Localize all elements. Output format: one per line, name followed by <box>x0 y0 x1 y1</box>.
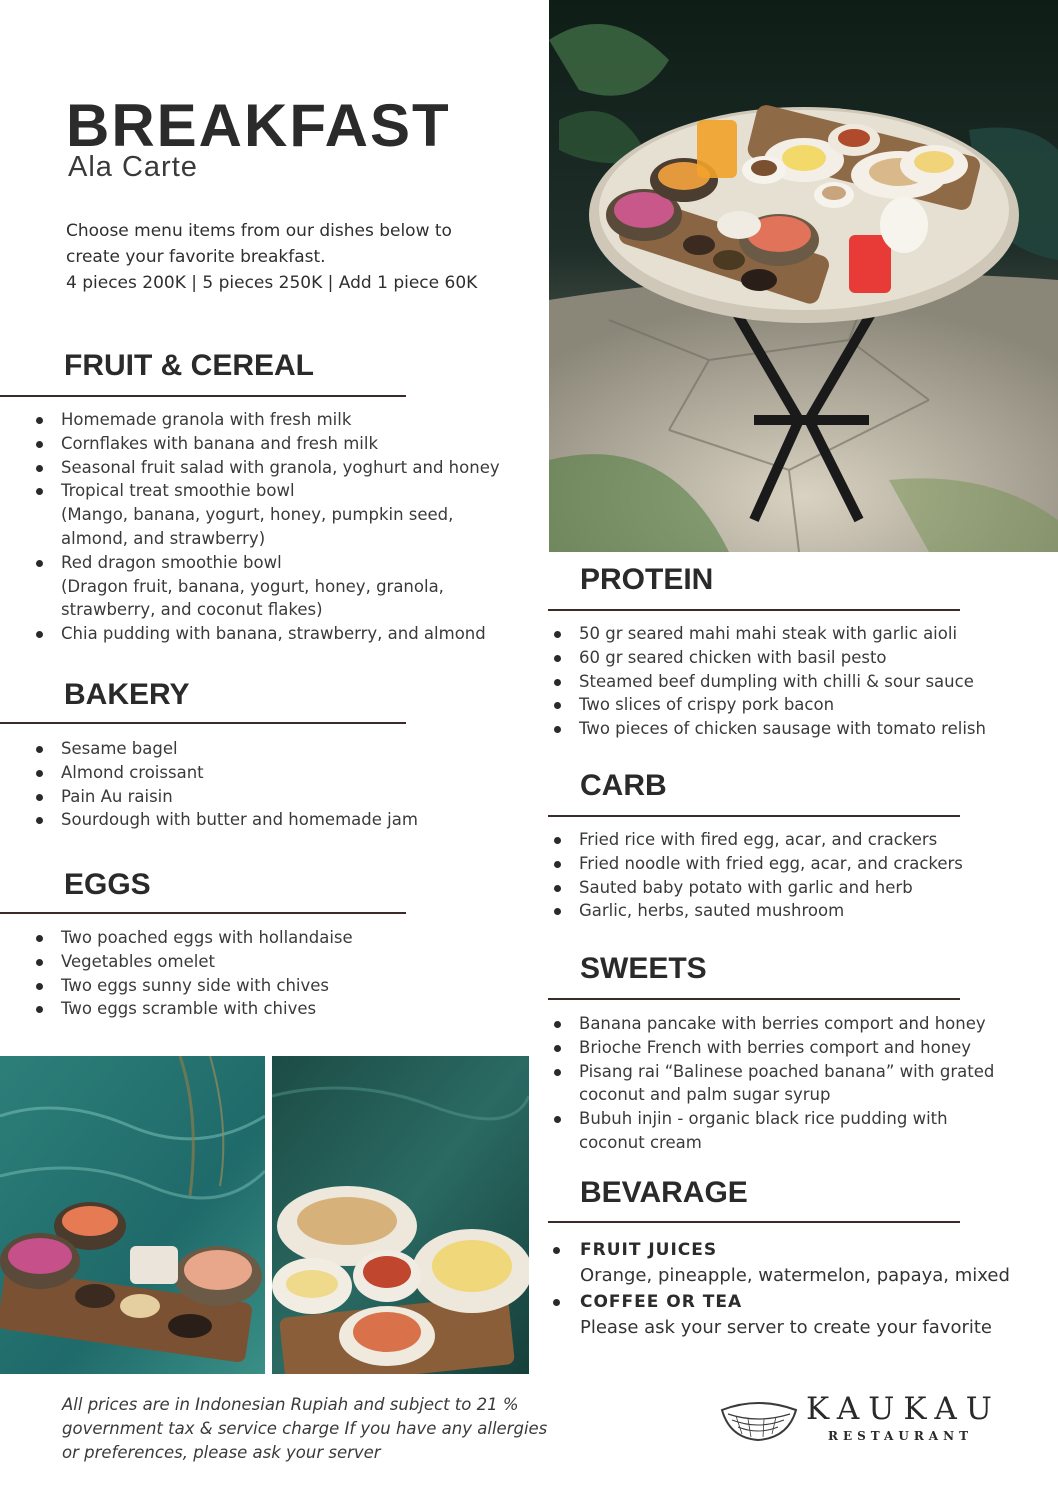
fruit-cereal-list <box>31 408 500 646</box>
menu-title: BREAKFAST <box>66 92 451 159</box>
list-item <box>550 1289 1010 1341</box>
section-divider <box>548 1221 960 1223</box>
section-title-sweets: SWEETS <box>580 952 707 985</box>
item-note: (Mango, banana, yogurt, honey, pumpkin seed, <box>61 505 454 525</box>
menu-subtitle: Ala Carte <box>68 151 198 183</box>
beverage-detail: Orange, pineapple, watermelon, papaya, mixed <box>580 1265 1010 1286</box>
list-item: Garlic, herbs, sauted mushroom <box>549 899 963 923</box>
list-item: Brioche French with berries comport and honey <box>549 1036 994 1060</box>
section-title-carb: CARB <box>580 769 667 802</box>
coconut-bowl-icon <box>718 1394 800 1444</box>
brand-name: KAUKAU <box>806 1391 1001 1427</box>
section-title-beverage: BEVARAGE <box>580 1176 748 1209</box>
brand-subtitle: RESTAURANT <box>828 1429 974 1443</box>
list-item: Bubuh injin - organic black rice pudding with coconut cream <box>549 1107 994 1155</box>
intro-text <box>66 218 477 296</box>
bakery-list <box>31 737 418 832</box>
restaurant-logo <box>718 1390 1008 1450</box>
list-item: Two eggs sunny side with chives <box>31 974 353 998</box>
list-item: Homemade granola with fresh milk <box>31 408 500 432</box>
section-divider <box>0 395 406 397</box>
list-item <box>550 1237 1010 1289</box>
list-item: Sourdough with butter and homemade jam <box>31 808 418 832</box>
smoothie-bowls-photo <box>0 1056 265 1374</box>
section-divider <box>548 815 960 817</box>
item-note: coconut and palm sugar syrup <box>579 1085 831 1105</box>
footer-line: or preferences, please ask your server <box>62 1443 381 1462</box>
list-item: Vegetables omelet <box>31 950 353 974</box>
footer-line: All prices are in Indonesian Rupiah and subject to 21 % <box>62 1395 519 1414</box>
list-item: Banana pancake with berries comport and honey <box>549 1012 994 1036</box>
section-title-eggs: EGGS <box>64 868 151 901</box>
item-note: coconut cream <box>579 1132 702 1152</box>
list-item: 50 gr seared mahi mahi steak with garlic aioli <box>549 622 986 646</box>
intro-line: Choose menu items from our dishes below to <box>66 221 452 241</box>
list-item: Chia pudding with banana, strawberry, and almond <box>31 622 500 646</box>
beverage-list <box>550 1237 1010 1341</box>
list-item: Seasonal fruit salad with granola, yoghurt and honey <box>31 456 500 480</box>
item-note: almond, and strawberry) <box>61 528 266 548</box>
section-divider <box>0 912 406 914</box>
footer-line: government tax & service charge If you have any allergies <box>62 1419 548 1438</box>
carb-list <box>549 828 963 923</box>
section-divider <box>0 722 406 724</box>
item-note: (Dragon fruit, banana, yogurt, honey, granola, <box>61 576 444 596</box>
protein-list <box>549 622 986 741</box>
breakfast-table-photo <box>549 0 1058 552</box>
list-item: Sauted baby potato with garlic and herb <box>549 876 963 900</box>
section-title-bakery: BAKERY <box>64 678 190 711</box>
intro-line: create your favorite breakfast. <box>66 247 326 267</box>
list-item: Sesame bagel <box>31 737 418 761</box>
eggs-list <box>31 926 353 1021</box>
beverage-label: COFFEE OR TEA <box>580 1292 743 1312</box>
list-item: Pain Au raisin <box>31 785 418 809</box>
list-item: Fried noodle with fried egg, acar, and crackers <box>549 852 963 876</box>
beverage-detail: Please ask your server to create your favorite <box>580 1317 992 1338</box>
list-item: Two pieces of chicken sausage with tomato relish <box>549 717 986 741</box>
list-item: Cornflakes with banana and fresh milk <box>31 432 500 456</box>
section-divider <box>548 609 960 611</box>
list-item: Fried rice with fired egg, acar, and crackers <box>549 828 963 852</box>
list-item: Red dragon smoothie bowl (Dragon fruit, banana, yogurt, honey, granola, strawberry, and coconut flakes) <box>31 551 500 622</box>
item-note: strawberry, and coconut flakes) <box>61 600 323 620</box>
section-title-fruit-cereal: FRUIT & CEREAL <box>64 349 314 382</box>
list-item: Tropical treat smoothie bowl (Mango, banana, yogurt, honey, pumpkin seed, almond, and strawberry) <box>31 479 500 550</box>
list-item: Steamed beef dumpling with chilli & sour sauce <box>549 670 986 694</box>
beverage-label: FRUIT JUICES <box>580 1240 718 1260</box>
section-divider <box>548 998 960 1000</box>
list-item: 60 gr seared chicken with basil pesto <box>549 646 986 670</box>
list-item: Two slices of crispy pork bacon <box>549 693 986 717</box>
list-item: Almond croissant <box>31 761 418 785</box>
egg-dishes-photo <box>272 1056 529 1374</box>
pricing-disclaimer <box>62 1393 547 1465</box>
list-item: Two eggs scramble with chives <box>31 997 353 1021</box>
list-item: Pisang rai “Balinese poached banana” with grated coconut and palm sugar syrup <box>549 1060 994 1108</box>
list-item: Two poached eggs with hollandaise <box>31 926 353 950</box>
sweets-list <box>549 1012 994 1155</box>
section-title-protein: PROTEIN <box>580 563 714 596</box>
pricing-line: 4 pieces 200K | 5 pieces 250K | Add 1 piece 60K <box>66 273 478 293</box>
